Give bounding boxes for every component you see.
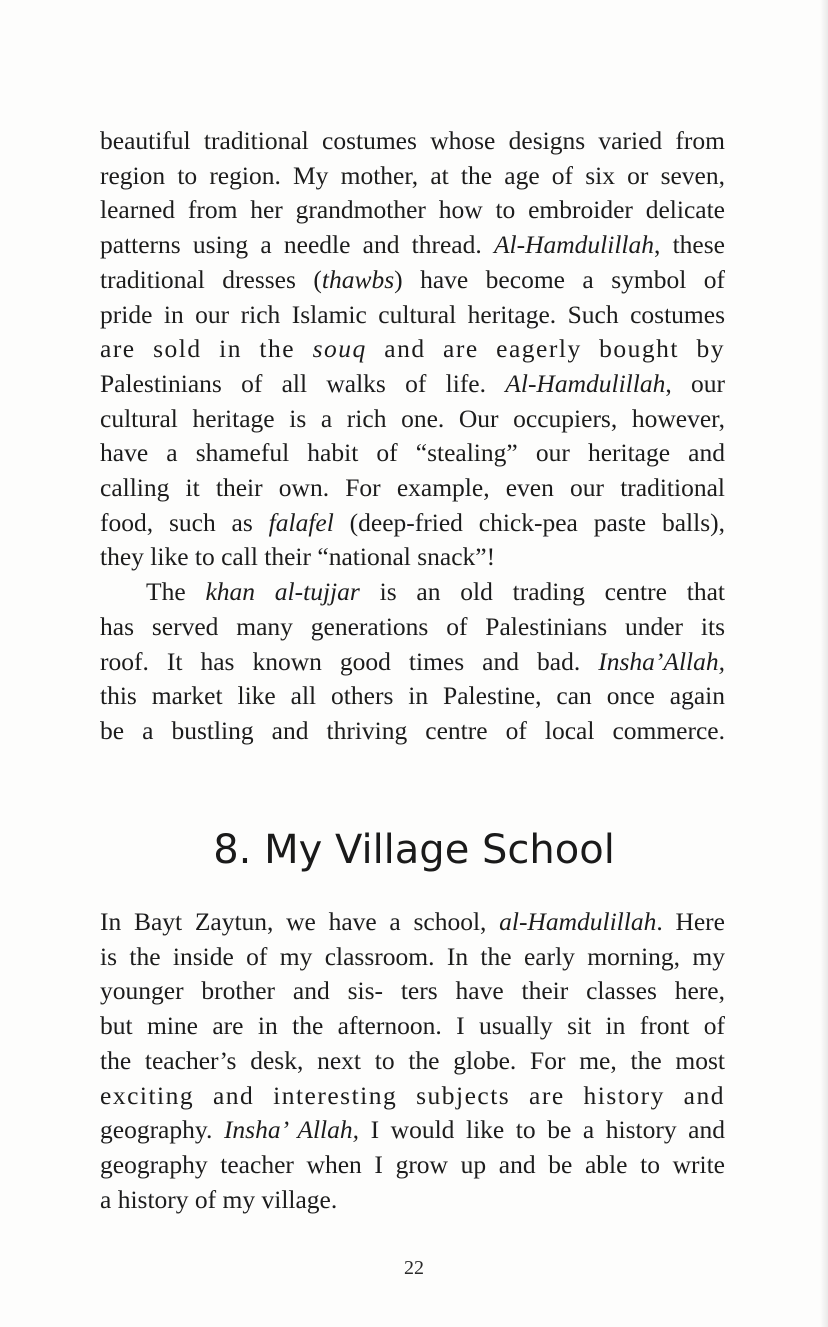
text-run: patterns using a needle and thread. [100, 230, 494, 260]
text-line: learned from her grandmother how to embroider delicate [100, 195, 725, 225]
italic-term: Al-Hamdulillah [493, 230, 655, 260]
text-line: have a shameful habit of “stealing” our heritage and [100, 438, 725, 468]
text-line: exciting and interesting subjects are history and [100, 1080, 725, 1110]
chapter-heading: 8. My Village School [213, 827, 615, 873]
text-run: geography. [100, 1115, 224, 1145]
italic-term: Insha’Allah, [598, 646, 725, 676]
text-run: , our [665, 368, 725, 398]
text-run: ) have become a symbol of [394, 264, 725, 294]
text-run: Palestinians of all walks of life. [100, 368, 506, 398]
text-section-top [100, 124, 725, 749]
text-line: a history of my village. [100, 1184, 338, 1214]
text-line [100, 332, 725, 367]
text-line: but mine are in the afternoon. I usually sit in front of [100, 1011, 725, 1041]
text-run: In Bayt Zaytun, we have a school, [100, 907, 500, 936]
text-run: , these [654, 230, 725, 260]
italic-term: Insha’ Allah, [223, 1115, 360, 1145]
paragraph-khan-al-tujjar [100, 575, 725, 749]
text-run: is an old trading centre that [359, 577, 725, 607]
text-line [100, 506, 725, 541]
text-run: and are eagerly bought by [366, 334, 726, 364]
italic-term: thawbs [321, 264, 395, 294]
italic-term: Al-Hamdulillah [505, 368, 666, 398]
italic-term: khan al-tujjar [205, 577, 360, 607]
text-line [100, 228, 725, 263]
text-line [100, 905, 725, 940]
text-line: calling it their own. For example, even our traditional [100, 473, 725, 503]
italic-term: falafel [268, 507, 334, 537]
text-run: I would like to be a history and [359, 1115, 725, 1145]
text-line: they like to call their “national snack”! [100, 542, 496, 572]
text-line: younger brother and sis- ters have their classes here, [100, 976, 725, 1006]
text-line: be a bustling and thriving centre of local commerce. [100, 715, 725, 745]
text-run: roof. It has known good times and bad. [100, 646, 599, 676]
text-run: The [146, 577, 206, 607]
page-number: 22 [404, 1257, 424, 1279]
text-section-bottom [100, 905, 725, 1217]
text-line [100, 367, 725, 402]
text-line: is the inside of my classroom. In the early morning, my [100, 941, 725, 971]
text-run: . Here [656, 907, 725, 936]
text-line [100, 645, 725, 680]
paragraph-costumes [100, 124, 725, 575]
text-line: the teacher’s desk, next to the globe. For me, the most [100, 1045, 725, 1075]
text-run: (deep-fried chick-pea paste balls), [333, 507, 725, 537]
italic-term: al-Hamdulillah [499, 907, 657, 936]
text-line: beautiful traditional costumes whose designs varied from [100, 126, 725, 155]
italic-term: souq [312, 334, 367, 364]
text-line [100, 1113, 725, 1148]
text-line: pride in our rich Islamic cultural heritage. Such costumes [100, 299, 725, 329]
text-line: geography teacher when I grow up and be able to write [100, 1149, 725, 1179]
text-line: this market like all others in Palestine, can once again [100, 681, 725, 711]
text-line [100, 263, 725, 298]
text-line: has served many generations of Palestinians under its [100, 611, 725, 641]
text-line: cultural heritage is a rich one. Our occupiers, however, [100, 403, 725, 433]
paragraph-village-school [100, 905, 725, 1217]
text-line: region to region. My mother, at the age of six or seven, [100, 160, 725, 190]
text-run: traditional dresses ( [100, 264, 322, 294]
page-edge-shadow [820, 0, 828, 1327]
text-run: are sold in the [100, 334, 313, 364]
text-line [100, 575, 725, 610]
text-run: food, such as [100, 507, 269, 537]
